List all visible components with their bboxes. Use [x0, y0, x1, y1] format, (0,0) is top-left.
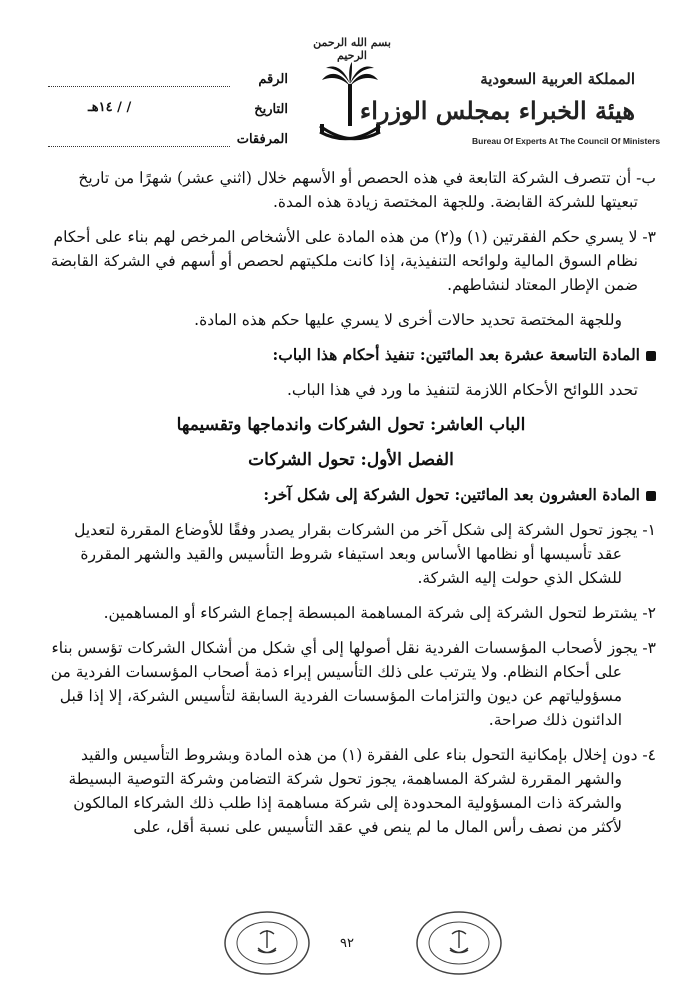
chapter-title: الباب العاشر: تحول الشركات واندماجها وتقسيمها [176, 415, 526, 435]
paragraph-b: ب- أن تتصرف الشركة التابعة في هذه الحصص أو الأسهم خلال (اثني عشر) شهرًا من تاريخ تبعيتها للشركة القابضة. وللجهة المختصة زيادة هذه المدة. [78, 169, 656, 211]
attachments-line [48, 146, 230, 147]
reference-number-row [48, 64, 288, 94]
page-footer [0, 900, 700, 1000]
bullet-icon [646, 491, 656, 501]
bullet-icon [646, 351, 656, 361]
document-body [46, 166, 656, 850]
article-220-item-1: ١- يجوز تحول الشركة إلى شكل آخر من الشركات بقرار يصدر وفقًا للأوضاع المقررة لتعديل عقد تأسيسها أو نظامها الأساس وبعد استيفاء شروط التأسيس والقيد والشهر المقررة للشكل الذي حولت إليه الشركة. [74, 521, 656, 587]
paragraph-3: ٣- لا يسري حكم الفقرتين (١) و(٢) من هذه المادة على الأشخاص المرخص لهم بناء على أحكام نظام السوق المالية ولوائحه التنفيذية، إذا كانت ملكيتهم لحصص أو أسهم في الشركة القابضة ضمن الإطار المعتاد لنشاطهم. [50, 228, 656, 294]
article-219-heading: المادة التاسعة عشرة بعد المائتين: تنفيذ أحكام هذا الباب: [46, 343, 656, 367]
official-seal-left-icon [222, 908, 312, 978]
reference-fields [48, 64, 288, 154]
reference-number-label: الرقم [258, 72, 288, 87]
article-220-item-3: ٣- يجوز لأصحاب المؤسسات الفردية نقل أصولها إلى أي شكل من أشكال الشركات تؤسس بناء على أحكام النظام. ولا يترتب على ذلك التأسيس إبراء ذمة أصحاب المؤسسات الفردية من مسؤولياتهم عن ديون والتزامات المؤسسات الفردية السابقة لتأسيس الشركة، إلا إذا قبل الدائنون ذلك صراحة. [50, 639, 656, 729]
article-220-item-4: ٤- دون إخلال بإمكانية التحول بناء على الفقرة (١) من هذه المادة وبشروط التأسيس والقيد والشهر المقررة لشركة المساهمة، يجوز تحول شركة التضامن وشركة التوصية البسيطة والشركة ذات المسؤولية المحدودة إلى شركة مساهمة إذا طلب ذلك الشركاء المالكون لأكثر من نصف رأس المال ما لم ينص في عقد التأسيس على نسبة أقل، على [68, 746, 656, 836]
date-value: / / ١٤هـ [88, 100, 132, 115]
bureau-name-arabic: هيئة الخبراء بمجلس الوزراء [359, 96, 635, 125]
basmala: بسم الله الرحمن الرحيم [313, 36, 391, 62]
section-title: الفصل الأول: تحول الشركات [248, 450, 454, 470]
letterhead [0, 0, 700, 160]
article-220-item-2: ٢- يشترط لتحول الشركة إلى شركة المساهمة المبسطة إجماع الشركاء أو المساهمين. [103, 604, 656, 622]
article-220-heading: المادة العشرون بعد المائتين: تحول الشركة إلى شكل آخر: [46, 483, 656, 507]
attachments-label: المرفقات [236, 132, 288, 147]
article-219-text: تحدد اللوائح الأحكام اللازمة لتنفيذ ما ورد في هذا الباب. [287, 381, 638, 399]
government-name: المملكة العربية السعودية [480, 70, 635, 88]
page-number: ٩٢ [340, 936, 354, 951]
date-label: التاريخ [254, 102, 288, 117]
attachments-row [48, 124, 288, 154]
bureau-name-english: Bureau Of Experts At The Council Of Ministers [472, 136, 661, 146]
authority-paragraph: وللجهة المختصة تحديد حالات أخرى لا يسري عليها حكم هذه المادة. [194, 311, 622, 329]
date-row [48, 94, 288, 124]
reference-number-line [48, 86, 230, 87]
official-seal-right-icon [414, 908, 504, 978]
